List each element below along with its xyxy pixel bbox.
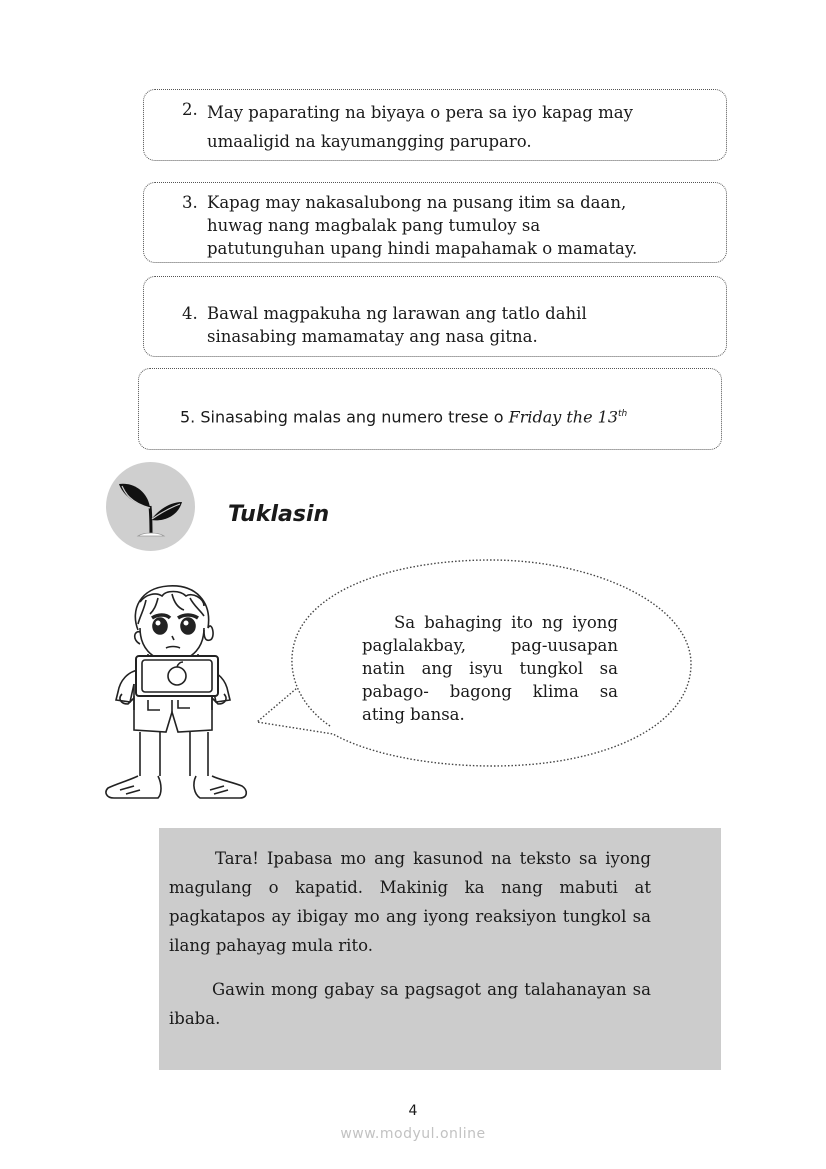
item-line: patutunguhan upang hindi mapahamak o mamatay. [207, 239, 638, 258]
item-line: sinasabing mamamatay ang nasa gitna. [207, 327, 538, 346]
section-icon-circle [106, 462, 195, 551]
item-box-5 [138, 368, 722, 450]
item-line: Bawal magpakuha ng larawan ang tatlo dahil [207, 304, 587, 323]
item-line: umaaligid na kayumangging paruparo. [207, 132, 532, 151]
item-number: 2. [182, 100, 198, 119]
section-title: Tuklasin [228, 502, 330, 527]
speech-bubble-text: Sa bahaging ito ng iyong paglalakbay, pag-uusapan natin ang isyu tungkol sa pabago- bagong klima sa ating bansa. [362, 613, 618, 724]
item-number: 3. [182, 193, 198, 212]
item-line: Kapag may nakasalubong na pusang itim sa daan, [207, 193, 627, 212]
item-text: Sinasabing malas ang numero trese o [200, 407, 504, 427]
item-box-2 [143, 89, 727, 161]
item-box-3 [143, 182, 727, 263]
item-italic: Friday the 13 [508, 407, 619, 427]
boy-illustration [100, 580, 255, 810]
item-number: 5. [180, 407, 196, 427]
item-number: 4. [182, 304, 198, 323]
item-line: huwag nang magbalak pang tumuloy sa [207, 216, 541, 235]
item-superscript: th [618, 409, 628, 419]
item-line: May paparating na biyaya o pera sa iyo kapag may [207, 103, 633, 122]
reading-paragraph-1: Tara! Ipabasa mo ang kasunod na teksto sa iyong magulang o kapatid. Makinig ka nang mabuti at pagkatapos ay ibigay mo ang iyong reaksiyon tungkol sa ilang pahayag mula rito. [169, 849, 651, 955]
seedling-icon [106, 462, 195, 551]
watermark: www.modyul.online [340, 1126, 486, 1142]
reading-instructions-box [159, 828, 721, 1070]
item-box-4 [143, 276, 727, 357]
page-number: 4 [408, 1103, 418, 1119]
reading-paragraph-2: Gawin mong gabay sa pagsagot ang talahanayan sa ibaba. [169, 980, 651, 1028]
